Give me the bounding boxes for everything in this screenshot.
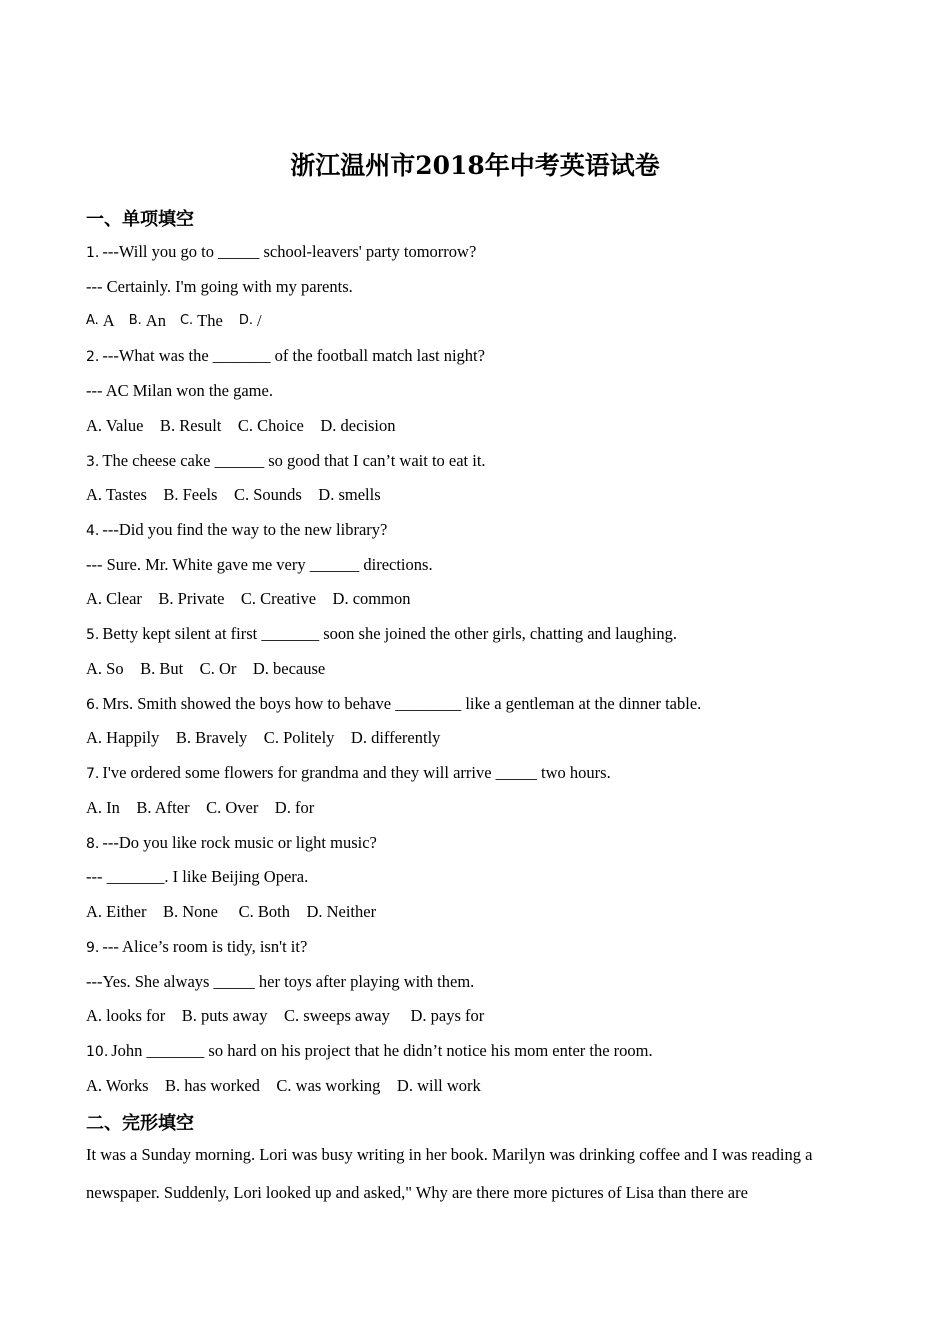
passage-line-1: It was a Sunday morning. Lori was busy writing in her book. Marilyn was drinking coffee and I was reading a bbox=[86, 1145, 813, 1164]
option-letter-d: D. bbox=[238, 313, 253, 328]
question-6-options: A. Happily B. Bravely C. Politely D. differently bbox=[86, 728, 441, 747]
question-2-line-2: --- AC Milan won the game. bbox=[86, 381, 273, 400]
question-2-options: A. Value B. Result C. Choice D. decision bbox=[86, 416, 396, 435]
section-heading-cloze: 二、完形填空 bbox=[86, 1113, 194, 1134]
question-10 bbox=[86, 1041, 653, 1062]
question-3 bbox=[86, 451, 486, 472]
question-text: The cheese cake ______ so good that I can’t wait to eat it. bbox=[102, 451, 486, 470]
question-2 bbox=[86, 346, 485, 367]
question-number: 8. bbox=[86, 836, 100, 852]
question-5 bbox=[86, 624, 677, 645]
question-9-line-2: ---Yes. She always _____ her toys after playing with them. bbox=[86, 972, 475, 991]
question-8-options: A. Either B. None C. Both D. Neither bbox=[86, 902, 377, 921]
question-text: ---Do you like rock music or light music? bbox=[102, 833, 377, 852]
question-number: 4. bbox=[86, 523, 100, 539]
option-d: / bbox=[256, 311, 262, 330]
question-text: ---Will you go to _____ school-leavers' party tomorrow? bbox=[102, 242, 477, 261]
question-3-options: A. Tastes B. Feels C. Sounds D. smells bbox=[86, 485, 381, 504]
question-text: ---What was the _______ of the football match last night? bbox=[102, 346, 485, 365]
option-a: A bbox=[102, 311, 115, 330]
question-number: 6. bbox=[86, 697, 100, 713]
question-number: 5. bbox=[86, 627, 100, 643]
question-1-line-2: --- Certainly. I'm going with my parents. bbox=[86, 277, 353, 296]
question-5-options: A. So B. But C. Or D. because bbox=[86, 659, 326, 678]
question-number: 2. bbox=[86, 349, 100, 365]
question-number: 10. bbox=[86, 1044, 109, 1060]
question-7-options: A. In B. After C. Over D. for bbox=[86, 798, 315, 817]
passage-line-2: newspaper. Suddenly, Lori looked up and asked," Why are there more pictures of Lisa than there are bbox=[86, 1183, 748, 1202]
question-text: John _______ so hard on his project that he didn’t notice his mom enter the room. bbox=[111, 1041, 653, 1060]
option-letter-c: C. bbox=[179, 313, 194, 328]
question-number: 1. bbox=[86, 245, 100, 261]
question-7 bbox=[86, 763, 611, 784]
question-1-options bbox=[86, 311, 262, 333]
question-9-options: A. looks for B. puts away C. sweeps away D. pays for bbox=[86, 1006, 485, 1025]
section-heading-single-choice: 一、单项填空 bbox=[86, 209, 194, 230]
question-text: --- Alice’s room is tidy, isn't it? bbox=[102, 937, 308, 956]
question-text: I've ordered some flowers for grandma and they will arrive _____ two hours. bbox=[102, 763, 611, 782]
question-8 bbox=[86, 833, 377, 854]
question-number: 9. bbox=[86, 940, 100, 956]
question-1 bbox=[86, 242, 476, 263]
question-4-options: A. Clear B. Private C. Creative D. common bbox=[86, 589, 411, 608]
option-b: An bbox=[145, 311, 166, 330]
question-text: Betty kept silent at first _______ soon she joined the other girls, chatting and laughing. bbox=[102, 624, 678, 643]
question-text: ---Did you find the way to the new library? bbox=[102, 520, 388, 539]
question-8-line-2: --- _______. I like Beijing Opera. bbox=[86, 867, 309, 886]
page-title: 浙江温州市2018年中考英语试卷 bbox=[290, 151, 660, 180]
question-4 bbox=[86, 520, 387, 541]
question-text: Mrs. Smith showed the boys how to behave ________ like a gentleman at the dinner table. bbox=[102, 694, 702, 713]
option-letter-b: B. bbox=[128, 313, 142, 328]
question-6 bbox=[86, 694, 701, 715]
option-c: The bbox=[197, 311, 223, 330]
question-4-line-2: --- Sure. Mr. White gave me very ______ directions. bbox=[86, 555, 433, 574]
question-number: 7. bbox=[86, 766, 100, 782]
question-10-options: A. Works B. has worked C. was working D. will work bbox=[86, 1076, 481, 1095]
question-number: 3. bbox=[86, 454, 100, 470]
option-letter-a: A. bbox=[86, 313, 99, 328]
question-9 bbox=[86, 937, 307, 958]
